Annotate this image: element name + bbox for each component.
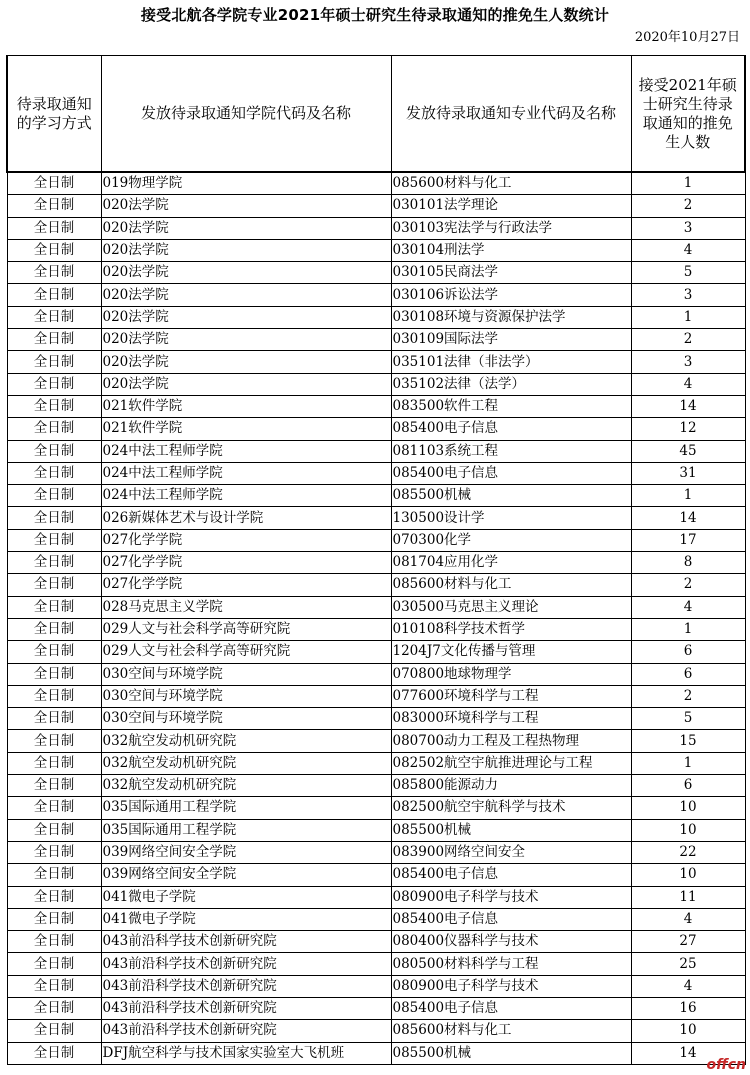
table-row	[7, 864, 745, 886]
cell-student-count: 10	[631, 819, 745, 841]
cell-school: 027化学学院	[101, 552, 391, 574]
cell-study-mode: 全日制	[7, 262, 101, 284]
cell-study-mode: 全日制	[7, 618, 101, 640]
cell-school: 043前沿科学技术创新研究院	[101, 931, 391, 953]
cell-study-mode: 全日制	[7, 953, 101, 975]
cell-major: 085400电子信息	[391, 462, 631, 484]
cell-school: 035国际通用工程学院	[101, 797, 391, 819]
cell-school: 041微电子学院	[101, 886, 391, 908]
cell-major: 085400电子信息	[391, 418, 631, 440]
table-body	[7, 172, 745, 1064]
table-row	[7, 708, 745, 730]
table-row	[7, 552, 745, 574]
table-row	[7, 752, 745, 774]
cell-major: 080900电子科学与技术	[391, 975, 631, 997]
cell-major: 130500设计学	[391, 507, 631, 529]
cell-student-count: 31	[631, 462, 745, 484]
cell-major: 030105民商法学	[391, 262, 631, 284]
table-row	[7, 953, 745, 975]
cell-study-mode: 全日制	[7, 819, 101, 841]
cell-study-mode: 全日制	[7, 507, 101, 529]
cell-major: 082502航空宇航推进理论与工程	[391, 752, 631, 774]
cell-school: 043前沿科学技术创新研究院	[101, 997, 391, 1019]
table-row	[7, 841, 745, 863]
table-row	[7, 1020, 745, 1042]
cell-study-mode: 全日制	[7, 708, 101, 730]
report-date: 2020年10月27日	[634, 30, 740, 45]
cell-student-count: 2	[631, 195, 745, 217]
table-row	[7, 596, 745, 618]
table-row	[7, 217, 745, 239]
cell-study-mode: 全日制	[7, 462, 101, 484]
cell-student-count: 6	[631, 641, 745, 663]
cell-school: 020法学院	[101, 306, 391, 328]
table-row	[7, 975, 745, 997]
cell-study-mode: 全日制	[7, 418, 101, 440]
cell-student-count: 6	[631, 663, 745, 685]
cell-student-count: 10	[631, 797, 745, 819]
cell-major: 083000环境科学与工程	[391, 708, 631, 730]
cell-student-count: 12	[631, 418, 745, 440]
cell-major: 030103宪法学与行政法学	[391, 217, 631, 239]
table-row	[7, 819, 745, 841]
cell-study-mode: 全日制	[7, 440, 101, 462]
cell-study-mode: 全日制	[7, 373, 101, 395]
cell-student-count: 2	[631, 329, 745, 351]
cell-student-count: 1	[631, 172, 745, 195]
cell-student-count: 14	[631, 395, 745, 417]
cell-study-mode: 全日制	[7, 730, 101, 752]
cell-school: 029人文与社会科学高等研究院	[101, 618, 391, 640]
cell-major: 083500软件工程	[391, 395, 631, 417]
cell-study-mode: 全日制	[7, 1020, 101, 1042]
cell-major: 030101法学理论	[391, 195, 631, 217]
cell-school: 029人文与社会科学高等研究院	[101, 641, 391, 663]
cell-student-count: 10	[631, 864, 745, 886]
cell-school: 019物理学院	[101, 172, 391, 195]
cell-major: 085600材料与化工	[391, 172, 631, 195]
cell-major: 085400电子信息	[391, 997, 631, 1019]
table-header-row	[7, 56, 745, 173]
cell-major: 030109国际法学	[391, 329, 631, 351]
table-row	[7, 663, 745, 685]
table-row	[7, 329, 745, 351]
table-row	[7, 195, 745, 217]
cell-major: 030104刑法学	[391, 239, 631, 261]
cell-student-count: 3	[631, 217, 745, 239]
cell-school: DFJ航空科学与技术国家实验室大飞机班	[101, 1042, 391, 1064]
cell-school: 039网络空间安全学院	[101, 841, 391, 863]
cell-major: 085400电子信息	[391, 908, 631, 930]
cell-school: 020法学院	[101, 373, 391, 395]
cell-major: 077600环境科学与工程	[391, 685, 631, 707]
cell-student-count: 4	[631, 908, 745, 930]
cell-study-mode: 全日制	[7, 351, 101, 373]
cell-school: 024中法工程师学院	[101, 440, 391, 462]
cell-student-count: 4	[631, 596, 745, 618]
cell-major: 1204J7文化传播与管理	[391, 641, 631, 663]
table-row	[7, 462, 745, 484]
cell-major: 085600材料与化工	[391, 1020, 631, 1042]
table-row	[7, 395, 745, 417]
cell-school: 039网络空间安全学院	[101, 864, 391, 886]
cell-study-mode: 全日制	[7, 1042, 101, 1064]
cell-student-count: 17	[631, 529, 745, 551]
table-row	[7, 485, 745, 507]
cell-major: 085400电子信息	[391, 864, 631, 886]
table-row	[7, 775, 745, 797]
cell-study-mode: 全日制	[7, 931, 101, 953]
header-school: 发放待录取通知学院代码及名称	[101, 56, 391, 173]
cell-student-count: 4	[631, 373, 745, 395]
table-row	[7, 418, 745, 440]
cell-student-count: 27	[631, 931, 745, 953]
cell-study-mode: 全日制	[7, 529, 101, 551]
cell-major: 080500材料科学与工程	[391, 953, 631, 975]
cell-school: 020法学院	[101, 329, 391, 351]
cell-school: 043前沿科学技术创新研究院	[101, 975, 391, 997]
cell-school: 020法学院	[101, 239, 391, 261]
cell-student-count: 25	[631, 953, 745, 975]
cell-major: 070800地球物理学	[391, 663, 631, 685]
table-row	[7, 618, 745, 640]
table-row	[7, 262, 745, 284]
cell-student-count: 1	[631, 752, 745, 774]
cell-study-mode: 全日制	[7, 395, 101, 417]
watermark-logo: offcn	[706, 1057, 746, 1073]
cell-school: 035国际通用工程学院	[101, 819, 391, 841]
cell-school: 028马克思主义学院	[101, 596, 391, 618]
table-row	[7, 172, 745, 195]
cell-student-count: 10	[631, 1020, 745, 1042]
cell-student-count: 5	[631, 708, 745, 730]
cell-school: 027化学学院	[101, 529, 391, 551]
cell-study-mode: 全日制	[7, 172, 101, 195]
table-row	[7, 440, 745, 462]
cell-major: 083900网络空间安全	[391, 841, 631, 863]
cell-major: 030108环境与资源保护法学	[391, 306, 631, 328]
cell-student-count: 2	[631, 685, 745, 707]
cell-major: 030500马克思主义理论	[391, 596, 631, 618]
cell-student-count: 4	[631, 975, 745, 997]
table-row	[7, 507, 745, 529]
cell-student-count: 3	[631, 351, 745, 373]
cell-school: 032航空发动机研究院	[101, 752, 391, 774]
cell-major: 081103系统工程	[391, 440, 631, 462]
table-row	[7, 908, 745, 930]
table-row	[7, 306, 745, 328]
table-row	[7, 373, 745, 395]
cell-school: 030空间与环境学院	[101, 663, 391, 685]
table-row	[7, 931, 745, 953]
cell-study-mode: 全日制	[7, 975, 101, 997]
cell-major: 010108科学技术哲学	[391, 618, 631, 640]
cell-student-count: 2	[631, 574, 745, 596]
table-row	[7, 641, 745, 663]
cell-study-mode: 全日制	[7, 574, 101, 596]
cell-school: 020法学院	[101, 262, 391, 284]
cell-student-count: 3	[631, 284, 745, 306]
cell-school: 021软件学院	[101, 418, 391, 440]
cell-study-mode: 全日制	[7, 797, 101, 819]
cell-major: 085500机械	[391, 1042, 631, 1064]
page-title: 接受北航各学院专业2021年硕士研究生待录取通知的推免生人数统计	[140, 6, 610, 24]
cell-major: 080400仪器科学与技术	[391, 931, 631, 953]
cell-study-mode: 全日制	[7, 596, 101, 618]
table-row	[7, 685, 745, 707]
cell-study-mode: 全日制	[7, 908, 101, 930]
table-row	[7, 797, 745, 819]
table-row	[7, 730, 745, 752]
cell-study-mode: 全日制	[7, 775, 101, 797]
cell-student-count: 5	[631, 262, 745, 284]
cell-study-mode: 全日制	[7, 864, 101, 886]
cell-study-mode: 全日制	[7, 552, 101, 574]
cell-school: 020法学院	[101, 217, 391, 239]
cell-school: 020法学院	[101, 284, 391, 306]
cell-school: 043前沿科学技术创新研究院	[101, 953, 391, 975]
cell-school: 032航空发动机研究院	[101, 730, 391, 752]
table-row	[7, 351, 745, 373]
cell-school: 024中法工程师学院	[101, 462, 391, 484]
cell-student-count: 14	[631, 507, 745, 529]
cell-student-count: 16	[631, 997, 745, 1019]
cell-student-count: 4	[631, 239, 745, 261]
cell-student-count: 6	[631, 775, 745, 797]
cell-student-count: 22	[631, 841, 745, 863]
cell-study-mode: 全日制	[7, 663, 101, 685]
table-row	[7, 1042, 745, 1064]
cell-study-mode: 全日制	[7, 752, 101, 774]
cell-major: 082500航空宇航科学与技术	[391, 797, 631, 819]
cell-study-mode: 全日制	[7, 195, 101, 217]
cell-school: 043前沿科学技术创新研究院	[101, 1020, 391, 1042]
cell-student-count: 1	[631, 485, 745, 507]
cell-study-mode: 全日制	[7, 284, 101, 306]
header-student-count: 接受2021年硕士研究生待录取通知的推免生人数	[631, 56, 745, 173]
cell-school: 030空间与环境学院	[101, 685, 391, 707]
cell-study-mode: 全日制	[7, 841, 101, 863]
table-row	[7, 886, 745, 908]
table-row	[7, 529, 745, 551]
cell-school: 041微电子学院	[101, 908, 391, 930]
cell-school: 032航空发动机研究院	[101, 775, 391, 797]
cell-study-mode: 全日制	[7, 217, 101, 239]
cell-major: 081704应用化学	[391, 552, 631, 574]
admission-table	[6, 55, 746, 1065]
cell-school: 026新媒体艺术与设计学院	[101, 507, 391, 529]
table-row	[7, 239, 745, 261]
cell-major: 085500机械	[391, 485, 631, 507]
cell-school: 020法学院	[101, 195, 391, 217]
cell-student-count: 14	[631, 1042, 745, 1064]
cell-major: 070300化学	[391, 529, 631, 551]
table-row	[7, 574, 745, 596]
header-study-mode: 待录取通知的学习方式	[7, 56, 101, 173]
cell-student-count: 11	[631, 886, 745, 908]
cell-student-count: 15	[631, 730, 745, 752]
cell-major: 085600材料与化工	[391, 574, 631, 596]
cell-major: 080700动力工程及工程热物理	[391, 730, 631, 752]
cell-major: 035102法律（法学）	[391, 373, 631, 395]
cell-school: 020法学院	[101, 351, 391, 373]
cell-student-count: 45	[631, 440, 745, 462]
cell-major: 030106诉讼法学	[391, 284, 631, 306]
cell-school: 030空间与环境学院	[101, 708, 391, 730]
table-row	[7, 284, 745, 306]
cell-student-count: 1	[631, 618, 745, 640]
cell-study-mode: 全日制	[7, 886, 101, 908]
table-row	[7, 997, 745, 1019]
cell-student-count: 8	[631, 552, 745, 574]
cell-study-mode: 全日制	[7, 485, 101, 507]
cell-study-mode: 全日制	[7, 329, 101, 351]
cell-school: 024中法工程师学院	[101, 485, 391, 507]
cell-study-mode: 全日制	[7, 685, 101, 707]
cell-study-mode: 全日制	[7, 641, 101, 663]
cell-study-mode: 全日制	[7, 239, 101, 261]
header-major: 发放待录取通知专业代码及名称	[391, 56, 631, 173]
cell-major: 080900电子科学与技术	[391, 886, 631, 908]
cell-study-mode: 全日制	[7, 306, 101, 328]
cell-major: 085500机械	[391, 819, 631, 841]
cell-school: 021软件学院	[101, 395, 391, 417]
cell-major: 085800能源动力	[391, 775, 631, 797]
cell-school: 027化学学院	[101, 574, 391, 596]
cell-major: 035101法律（非法学）	[391, 351, 631, 373]
cell-study-mode: 全日制	[7, 997, 101, 1019]
cell-student-count: 1	[631, 306, 745, 328]
